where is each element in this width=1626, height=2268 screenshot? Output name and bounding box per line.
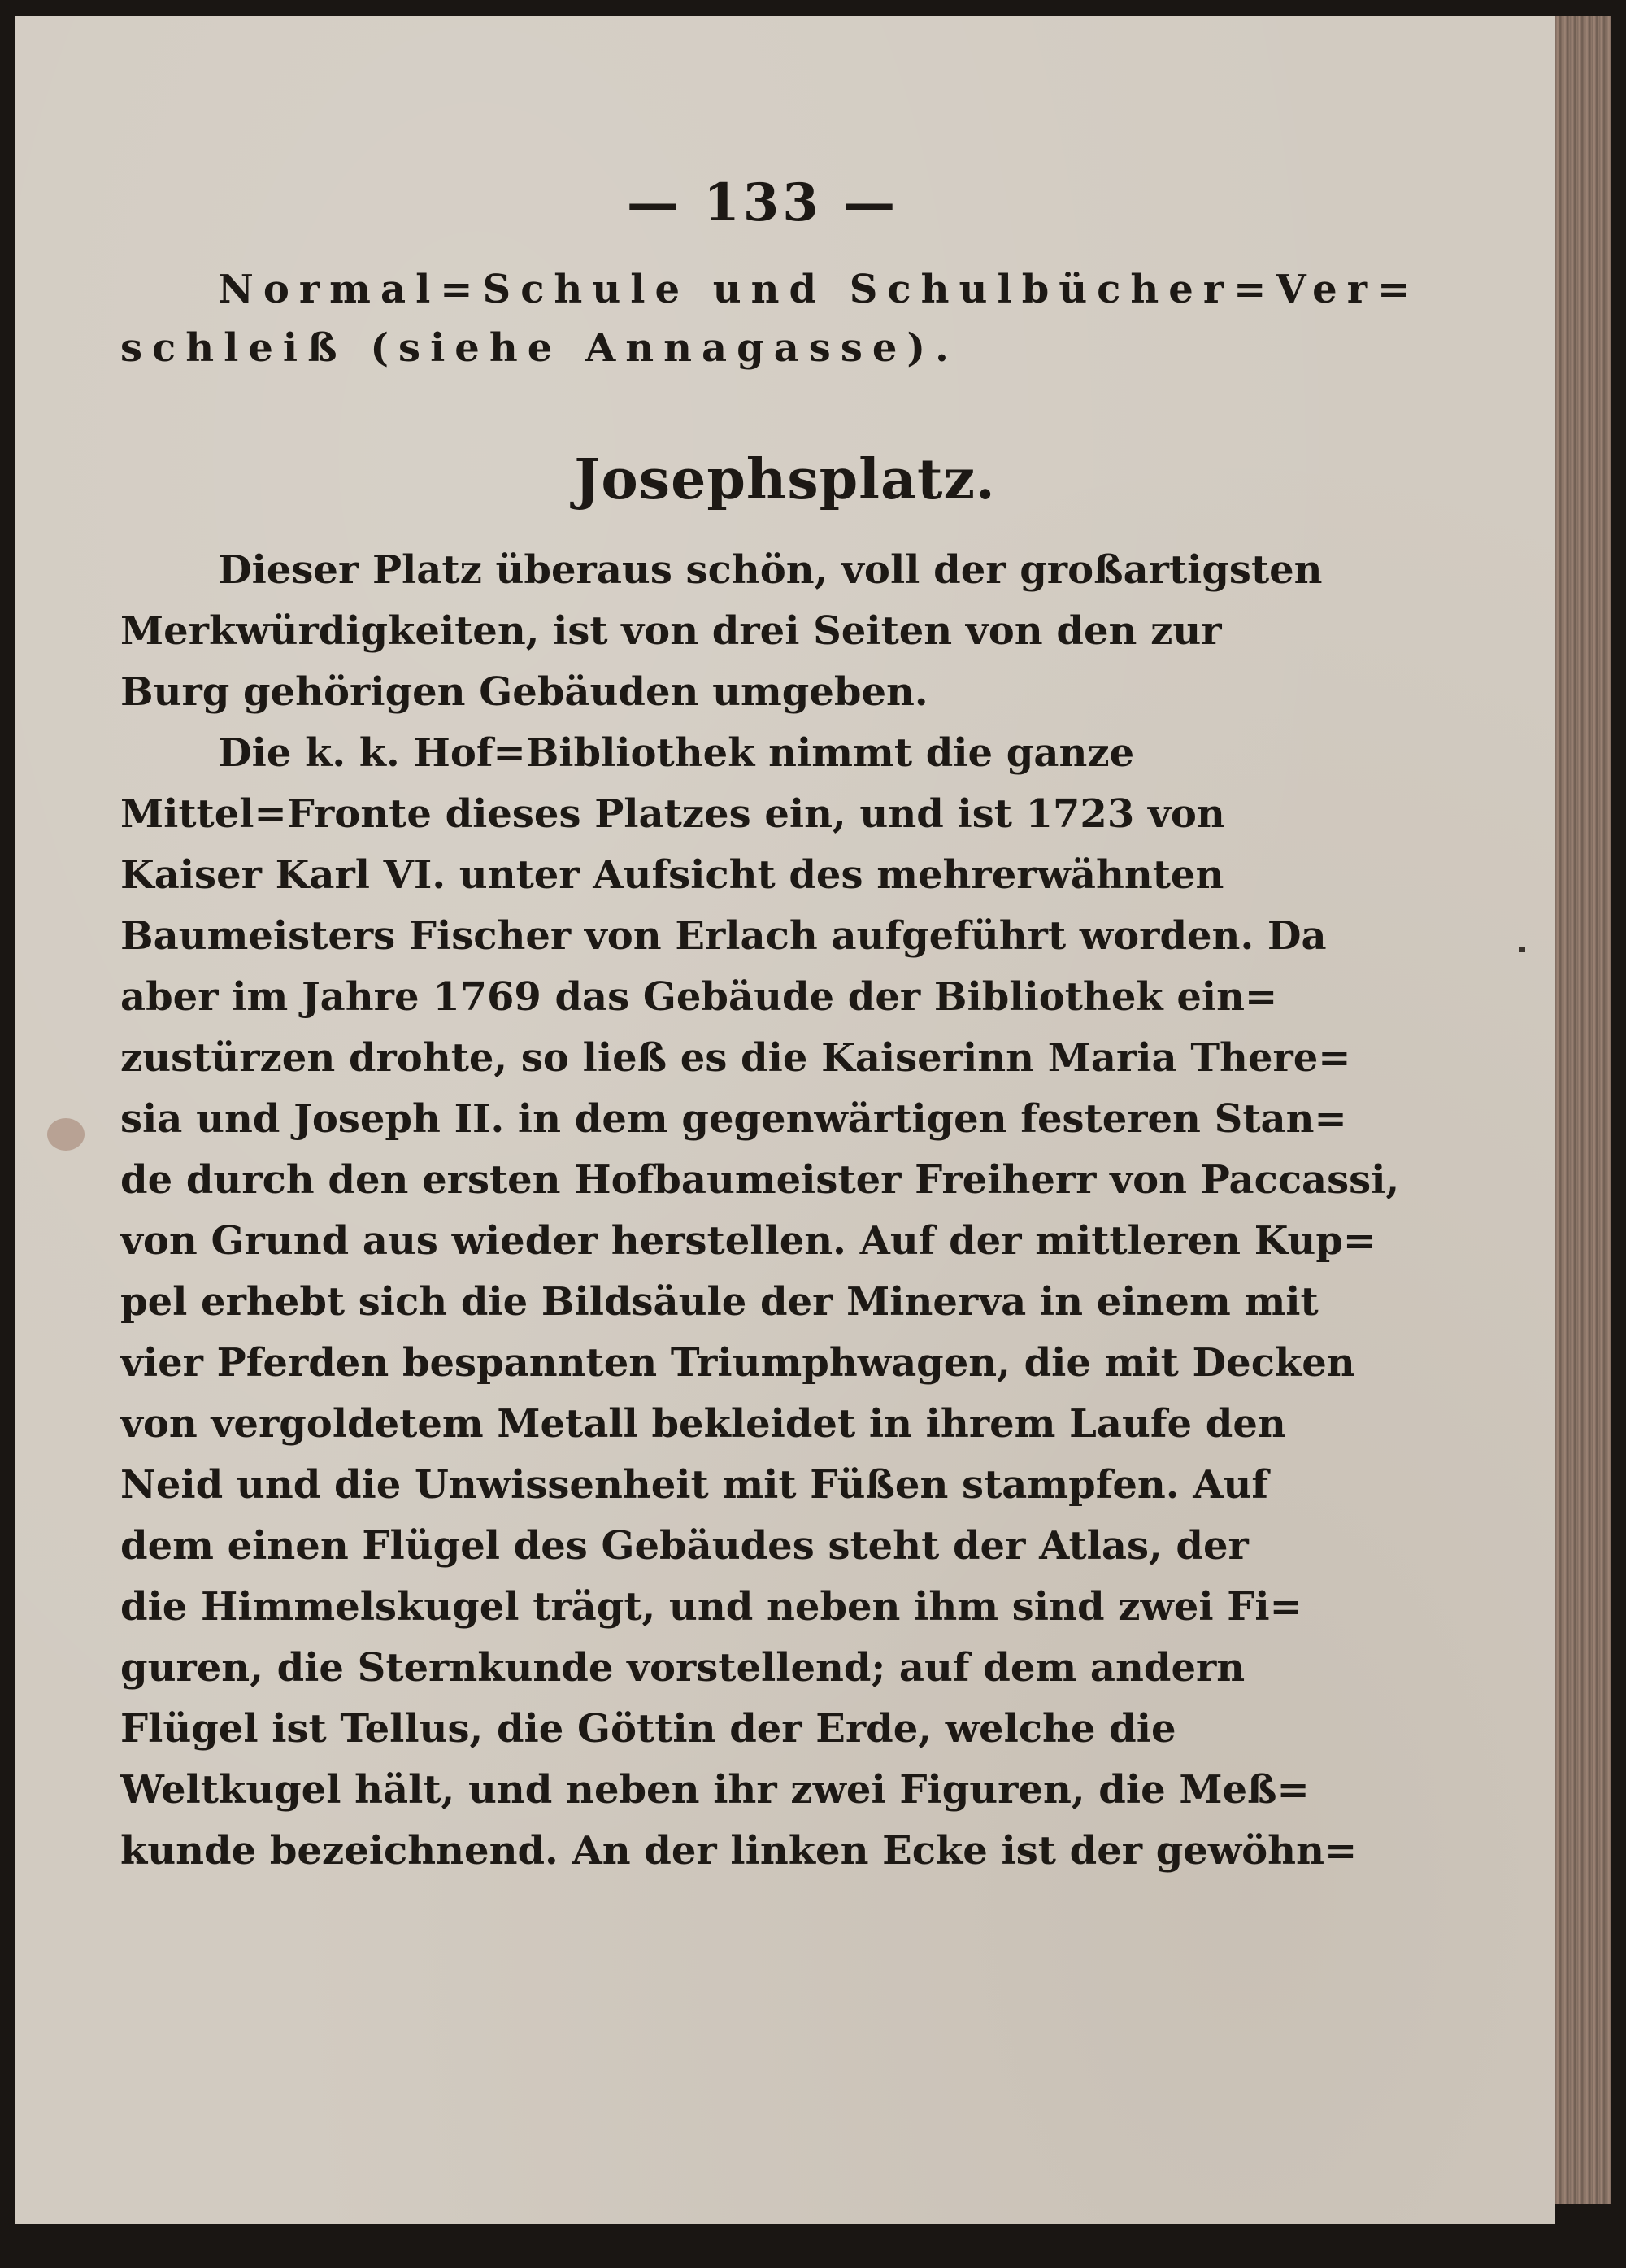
body-line: Neid und die Unwissenheit mit Füßen stampfen. Auf	[120, 1462, 1268, 1508]
body-line: Mittel=Fronte dieses Platzes ein, und ist 1723 von	[120, 791, 1225, 837]
page-edge	[1555, 16, 1611, 2204]
body-line: von vergoldetem Metall bekleidet in ihrem Laufe den	[120, 1401, 1286, 1447]
intro-line: Normal=Schule und Schulbücher=Ver=	[218, 267, 1420, 312]
page-stain	[47, 1118, 85, 1151]
page-number: — 133 —	[626, 172, 899, 233]
body-line: Dieser Platz überaus schön, voll der großartigsten	[218, 547, 1323, 593]
body-line: kunde bezeichnend. An der linken Ecke ist der gewöhn=	[120, 1828, 1358, 1874]
body-line: dem einen Flügel des Gebäudes steht der Atlas, der	[120, 1523, 1249, 1569]
ink-mark	[1519, 947, 1525, 952]
body-line: sia und Joseph II. in dem gegenwärtigen festeren Stan=	[120, 1096, 1347, 1142]
intro-line: schleiß (siehe Annagasse).	[120, 325, 959, 371]
body-line: Burg gehörigen Gebäuden umgeben.	[120, 669, 928, 715]
body-line: Flügel ist Tellus, die Göttin der Erde, welche die	[120, 1706, 1176, 1752]
section-heading: Josephsplatz.	[574, 447, 996, 512]
body-line: Baumeisters Fischer von Erlach aufgeführt worden. Da	[120, 913, 1327, 959]
body-line: guren, die Sternkunde vorstellend; auf dem andern	[120, 1645, 1246, 1691]
body-line: zustürzen drohte, so ließ es die Kaiserinn Maria There=	[120, 1035, 1351, 1081]
body-line: pel erhebt sich die Bildsäule der Minerva in einem mit	[120, 1279, 1319, 1325]
book-page	[15, 16, 1555, 2224]
body-line: aber im Jahre 1769 das Gebäude der Bibliothek ein=	[120, 974, 1278, 1020]
body-line: Weltkugel hält, und neben ihr zwei Figuren, die Meß=	[120, 1767, 1310, 1813]
body-line: die Himmelskugel trägt, und neben ihm sind zwei Fi=	[120, 1584, 1302, 1630]
body-line: de durch den ersten Hofbaumeister Freiherr von Paccassi,	[120, 1157, 1400, 1203]
body-line: Die k. k. Hof=Bibliothek nimmt die ganze	[218, 730, 1135, 776]
body-line: Kaiser Karl VI. unter Aufsicht des mehrerwähnten	[120, 852, 1224, 898]
body-line: Merkwürdigkeiten, ist von drei Seiten von den zur	[120, 608, 1222, 654]
body-line: vier Pferden bespannten Triumphwagen, die mit Decken	[120, 1340, 1355, 1386]
body-line: von Grund aus wieder herstellen. Auf der mittleren Kup=	[120, 1218, 1376, 1264]
